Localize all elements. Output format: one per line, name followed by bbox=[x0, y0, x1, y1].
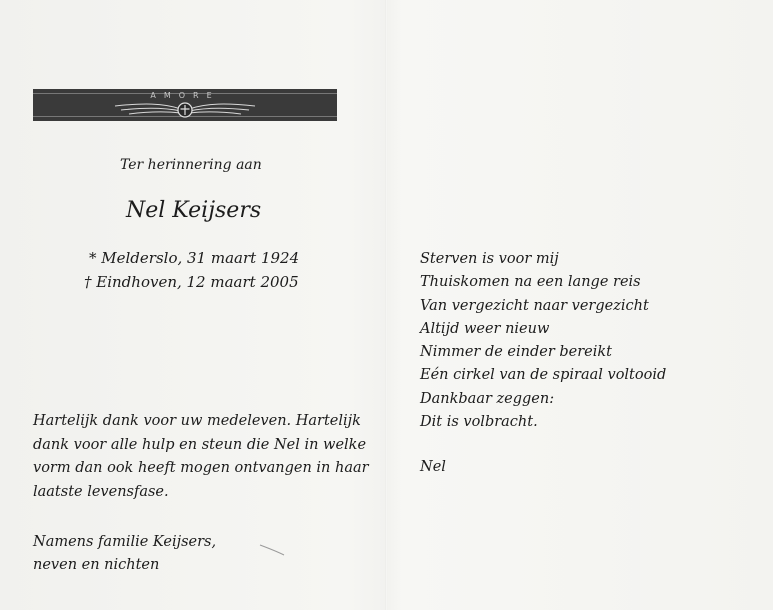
poem-line: Sterven is voor mij bbox=[420, 251, 559, 267]
poem bbox=[420, 248, 666, 434]
poem-line: Nimmer de einder bereikt bbox=[420, 344, 613, 361]
family-signature bbox=[33, 531, 216, 577]
poem-line: Dankbaar zeggen: bbox=[420, 390, 555, 407]
winged-cross-icon bbox=[33, 89, 337, 121]
death-line: † Eindhoven, 12 maart 2005 bbox=[84, 273, 299, 291]
poem-line: Dit is volbracht. bbox=[420, 414, 538, 431]
signature-line: Namens familie Keijsers, bbox=[33, 534, 217, 550]
emblem-brand-text: AMORE bbox=[150, 91, 220, 100]
winged-emblem-banner bbox=[33, 89, 337, 121]
poem-line: Thuiskomen na een lange reis bbox=[420, 274, 641, 291]
thanks-line: laatste levensfase. bbox=[33, 483, 169, 500]
signature-line: neven en nichten bbox=[33, 557, 160, 573]
deceased-name: Nel Keijsers bbox=[126, 198, 262, 223]
thanks-line: vorm dan ook heeft mogen ontvangen in haar bbox=[33, 460, 369, 476]
poem-line: Eén cirkel van de spiraal voltooid bbox=[420, 367, 667, 384]
poem-signature: Nel bbox=[420, 459, 446, 475]
poem-line: Van vergezicht naar vergezicht bbox=[420, 297, 649, 314]
card-fold bbox=[385, 0, 387, 610]
intro-text: Ter herinnering aan bbox=[120, 157, 262, 173]
thanks-line: Hartelijk dank voor uw medeleven. Hartelijk bbox=[33, 413, 361, 429]
thanks-line: dank voor alle hulp en steun die Nel in welke bbox=[33, 436, 367, 453]
poem-line: Altijd weer nieuw bbox=[420, 320, 550, 337]
birth-line: * Melderslo, 31 maart 1924 bbox=[89, 249, 300, 267]
pen-mark bbox=[258, 543, 286, 557]
thanks-paragraph bbox=[33, 410, 369, 504]
